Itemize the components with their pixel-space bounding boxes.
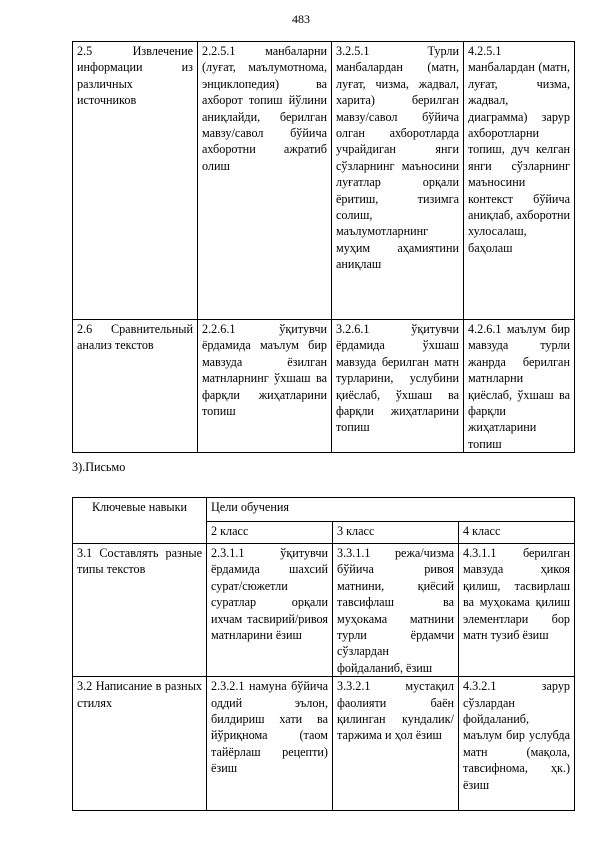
grade-header: 4 класс	[459, 522, 575, 544]
section-heading: 3).Письмо	[72, 460, 126, 474]
table-row	[73, 677, 575, 811]
writing-goals-table	[72, 497, 575, 811]
goal-cell-grade4: 4.3.2.1 зарур сўзлардан фойдаланиб, маълум бир услубда матн (мақола, тавсифнома, ҳк.) ёзиш	[459, 677, 575, 811]
table-row	[73, 544, 575, 677]
goal-cell-grade3: 3.2.5.1 Турли манбалардан (матн, луғат, чизма, жадвал, харита) берилган мавзу/савол бўйича олган ахборотларда учрайдиган янги сўзларнинг маъносини луғатлар орқали ёритиш, тизимга солиш, маълумотларнинг муҳим аҳамиятини аниқлаш	[332, 42, 464, 320]
skill-cell: 2.6 Сравнительный анализ текстов	[73, 320, 198, 453]
goal-cell-grade2: 2.3.2.1 намуна бўйича оддий эълон, билдириш хати ва йўриқнома (таом тайёрлаш рецепти) ёзиш	[207, 677, 333, 811]
goal-cell-grade4: 4.3.1.1 берилган мавзуда ҳикоя қилиш, тасвирлаш ва муҳокама қилиш элементлари бор матн тузиб ёзиш	[459, 544, 575, 677]
reading-goals-table	[72, 41, 575, 453]
skill-cell: 3.2 Написание в разных стилях	[73, 677, 207, 811]
skill-cell: 3.1 Составлять разные типы текстов	[73, 544, 207, 677]
grade-header: 2 класс	[207, 522, 333, 544]
goal-cell-grade4: 4.2.6.1 маълум бир мавзуда турли жанрда берилган матнларни қиёслаб, ўхшаш ва фарқли жиҳатларини топиш	[464, 320, 575, 453]
goal-cell-grade3: 3.3.2.1 мустақил фаолияти баён қилинган кундалик/таржима и ҳол ёзиш	[333, 677, 459, 811]
header-goals: Цели обучения	[207, 498, 575, 522]
header-skills: Ключевые навыки	[73, 498, 207, 544]
page-number: 483	[292, 12, 310, 26]
goal-cell-grade2: 2.2.6.1 ўқитувчи ёрдамида маълум бир мавзуда ёзилган матнларнинг ўхшаш ва фарқли жиҳатларини топиш	[198, 320, 332, 453]
goal-cell-grade4: 4.2.5.1 манбалардан (матн, луғат, чизма, жадвал, диаграмма) зарур ахборотларни топиш, дуч келган янги сўзларнинг маъносини контекст бўйича аниқлаб, ахборотни хулосалаш, баҳолаш	[464, 42, 575, 320]
goal-cell-grade3: 3.2.6.1 ўқитувчи ёрдамида ўхшаш мавзуда берилган матн турларини, услубини қиёслаб, ўхшаш ва фарқли жиҳатларини топиш	[332, 320, 464, 453]
goal-cell-grade3: 3.3.1.1 режа/чизма бўйича ривоя матнини, қиёсий тавсифлаш ва муҳокама матнини турли ёрдамчи сўзлардан фойдаланиб, ёзиш	[333, 544, 459, 677]
table-header-row	[73, 498, 575, 522]
table-row	[73, 42, 575, 320]
goal-cell-grade2: 2.2.5.1 манбаларни (луғат, маълумотнома, энциклопедия) ва ахборот топиш йўлини аниқлайди, берилган мавзу/савол бўйича ахборотни ажратиб олиш	[198, 42, 332, 320]
goal-cell-grade2: 2.3.1.1 ўқитувчи ёрдамида шахсий сурат/сюжетли суратлар орқали ихчам тасвирий/ривоя матнларини ёзиш	[207, 544, 333, 677]
grade-header: 3 класс	[333, 522, 459, 544]
table-row	[73, 320, 575, 453]
skill-cell: 2.5 Извлечение информации из различных источников	[73, 42, 198, 320]
